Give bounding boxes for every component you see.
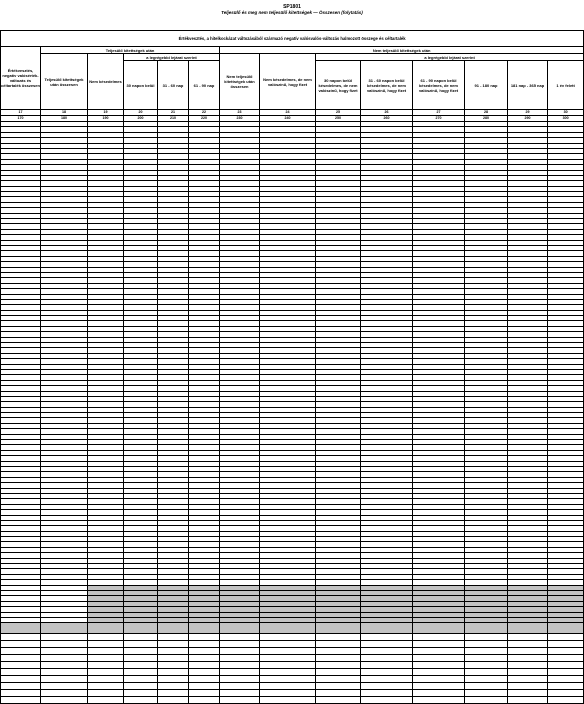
table-row bbox=[1, 676, 584, 683]
table-cell[interactable] bbox=[1, 655, 41, 662]
table-cell[interactable] bbox=[220, 634, 260, 641]
table-cell[interactable] bbox=[1, 697, 41, 704]
table-cell[interactable] bbox=[260, 676, 316, 683]
column-header: 31 - 60 nap bbox=[158, 61, 189, 110]
table-cell[interactable] bbox=[361, 690, 413, 697]
table-cell[interactable] bbox=[465, 655, 508, 662]
column-number: 210 bbox=[158, 116, 189, 122]
table-cell[interactable] bbox=[465, 634, 508, 641]
table-cell[interactable] bbox=[465, 669, 508, 676]
table-cell[interactable] bbox=[41, 648, 88, 655]
column-number: 190 bbox=[88, 116, 124, 122]
table-cell[interactable] bbox=[158, 634, 189, 641]
table-cell[interactable] bbox=[88, 655, 124, 662]
column-number: 19 bbox=[88, 110, 124, 116]
table-row bbox=[1, 623, 584, 634]
table-cell[interactable] bbox=[508, 648, 548, 655]
table-cell[interactable] bbox=[361, 683, 413, 690]
table-cell[interactable] bbox=[124, 634, 158, 641]
table-cell[interactable] bbox=[413, 697, 465, 704]
table-cell[interactable] bbox=[124, 690, 158, 697]
table-cell[interactable] bbox=[88, 683, 124, 690]
table-cell[interactable] bbox=[220, 669, 260, 676]
table-cell[interactable] bbox=[88, 641, 124, 648]
column-number: 27 bbox=[413, 110, 465, 116]
table-cell[interactable] bbox=[465, 683, 508, 690]
table-cell[interactable] bbox=[508, 662, 548, 669]
table-cell[interactable] bbox=[220, 697, 260, 704]
column-header: 31 - 60 napon belül késedelmes, de nem valószínű, hogy fizet bbox=[361, 61, 413, 110]
column-header: 1 év felett bbox=[548, 61, 584, 110]
table-cell[interactable] bbox=[508, 641, 548, 648]
table-cell[interactable] bbox=[316, 662, 361, 669]
table-cell[interactable] bbox=[189, 648, 220, 655]
table-cell[interactable] bbox=[508, 683, 548, 690]
table-cell[interactable] bbox=[548, 634, 584, 641]
table-row bbox=[1, 648, 584, 655]
table-cell[interactable] bbox=[413, 623, 465, 634]
table-cell[interactable] bbox=[260, 648, 316, 655]
table-cell[interactable] bbox=[316, 676, 361, 683]
table-cell[interactable] bbox=[1, 623, 41, 634]
column-header: Teljesülő kitettségek után összesen bbox=[41, 54, 88, 110]
table-cell[interactable] bbox=[508, 634, 548, 641]
table-cell[interactable] bbox=[41, 623, 88, 634]
table-cell[interactable] bbox=[189, 641, 220, 648]
table-cell[interactable] bbox=[189, 623, 220, 634]
table-row bbox=[1, 662, 584, 669]
table-cell[interactable] bbox=[88, 662, 124, 669]
table-cell[interactable] bbox=[316, 690, 361, 697]
table-cell[interactable] bbox=[189, 683, 220, 690]
table-cell[interactable] bbox=[41, 676, 88, 683]
table-cell[interactable] bbox=[465, 623, 508, 634]
table-cell[interactable] bbox=[41, 690, 88, 697]
column-number: 260 bbox=[361, 116, 413, 122]
table-cell[interactable] bbox=[465, 690, 508, 697]
impairment-table bbox=[0, 30, 584, 704]
table-cell[interactable] bbox=[158, 690, 189, 697]
table-cell[interactable] bbox=[41, 697, 88, 704]
table-cell[interactable] bbox=[41, 634, 88, 641]
table-cell[interactable] bbox=[508, 697, 548, 704]
column-number: 21 bbox=[158, 110, 189, 116]
table-cell[interactable] bbox=[260, 655, 316, 662]
table-cell[interactable] bbox=[220, 648, 260, 655]
table-cell[interactable] bbox=[413, 634, 465, 641]
column-number: 24 bbox=[260, 110, 316, 116]
performing-sub-header: a legrégebbi lejárat szerint bbox=[124, 54, 220, 61]
form-code: SP1801 bbox=[283, 4, 301, 10]
table-cell[interactable] bbox=[361, 662, 413, 669]
table-cell[interactable] bbox=[88, 648, 124, 655]
table-cell[interactable] bbox=[316, 623, 361, 634]
table-cell[interactable] bbox=[158, 669, 189, 676]
table-cell[interactable] bbox=[158, 641, 189, 648]
column-header: Nem késedelmes bbox=[88, 54, 124, 110]
table-cell[interactable] bbox=[158, 655, 189, 662]
table-cell[interactable] bbox=[158, 676, 189, 683]
table-cell[interactable] bbox=[124, 623, 158, 634]
column-number: 270 bbox=[413, 116, 465, 122]
table-cell[interactable] bbox=[220, 655, 260, 662]
table-row bbox=[1, 697, 584, 704]
table-cell[interactable] bbox=[189, 655, 220, 662]
table-cell[interactable] bbox=[413, 690, 465, 697]
table-cell[interactable] bbox=[548, 648, 584, 655]
column-header: 61 - 90 napon belül késedelmes, de nem valószínű, hogy fizet bbox=[413, 61, 465, 110]
table-cell[interactable] bbox=[220, 690, 260, 697]
table-cell[interactable] bbox=[41, 662, 88, 669]
table-cell[interactable] bbox=[124, 683, 158, 690]
table-cell[interactable] bbox=[260, 683, 316, 690]
table-cell[interactable] bbox=[508, 655, 548, 662]
table-cell[interactable] bbox=[1, 662, 41, 669]
table-cell[interactable] bbox=[220, 683, 260, 690]
table-cell[interactable] bbox=[413, 641, 465, 648]
table-cell[interactable] bbox=[1, 676, 41, 683]
table-cell[interactable] bbox=[260, 641, 316, 648]
table-cell[interactable] bbox=[220, 662, 260, 669]
table-cell[interactable] bbox=[1, 634, 41, 641]
table-cell[interactable] bbox=[189, 662, 220, 669]
table-cell[interactable] bbox=[548, 669, 584, 676]
column-number: 250 bbox=[316, 116, 361, 122]
table-cell[interactable] bbox=[88, 623, 124, 634]
performing-group-header: Teljesülő kitettségek után bbox=[41, 47, 220, 54]
table-cell[interactable] bbox=[413, 683, 465, 690]
table-cell[interactable] bbox=[548, 676, 584, 683]
column-number: 29 bbox=[508, 110, 548, 116]
table-cell[interactable] bbox=[1, 669, 41, 676]
table-cell[interactable] bbox=[413, 662, 465, 669]
column-header: Nem késedelmes, de nem valószínű, hogy fizet bbox=[260, 54, 316, 110]
column-number: 170 bbox=[1, 116, 41, 122]
table-cell[interactable] bbox=[220, 676, 260, 683]
table-cell[interactable] bbox=[413, 655, 465, 662]
table-cell[interactable] bbox=[260, 697, 316, 704]
table-cell[interactable] bbox=[548, 655, 584, 662]
table-cell[interactable] bbox=[316, 669, 361, 676]
table-cell[interactable] bbox=[158, 623, 189, 634]
table-cell[interactable] bbox=[1, 648, 41, 655]
table-cell[interactable] bbox=[124, 655, 158, 662]
table-cell[interactable] bbox=[465, 676, 508, 683]
table-cell[interactable] bbox=[361, 641, 413, 648]
column-header: 30 napon belül késedelmes, de nem valószínű, hogy fizet bbox=[316, 61, 361, 110]
table-row bbox=[1, 641, 584, 648]
table-cell[interactable] bbox=[158, 697, 189, 704]
table-cell[interactable] bbox=[361, 669, 413, 676]
column-number: 28 bbox=[465, 110, 508, 116]
table-cell[interactable] bbox=[361, 697, 413, 704]
table-cell[interactable] bbox=[41, 669, 88, 676]
table-cell[interactable] bbox=[413, 676, 465, 683]
table-cell[interactable] bbox=[413, 648, 465, 655]
column-number: 22 bbox=[189, 110, 220, 116]
form-title-block bbox=[0, 4, 584, 16]
column-number: 17 bbox=[1, 110, 41, 116]
table-cell[interactable] bbox=[361, 655, 413, 662]
table-cell[interactable] bbox=[88, 676, 124, 683]
table-cell[interactable] bbox=[465, 641, 508, 648]
table-cell[interactable] bbox=[361, 648, 413, 655]
column-number: 20 bbox=[124, 110, 158, 116]
table-main-title: Értékvesztés, a hitelkockázat változásából származó negatív valósvalós-változás halmozott összege és céltartalék bbox=[1, 31, 584, 47]
table-row bbox=[1, 634, 584, 641]
table-row bbox=[1, 683, 584, 690]
column-header: 61 - 90 nap bbox=[189, 61, 220, 110]
table-cell[interactable] bbox=[124, 697, 158, 704]
table-row bbox=[1, 669, 584, 676]
table-cell[interactable] bbox=[316, 641, 361, 648]
table-cell[interactable] bbox=[361, 676, 413, 683]
table-cell[interactable] bbox=[1, 641, 41, 648]
table-cell[interactable] bbox=[361, 634, 413, 641]
table-cell[interactable] bbox=[158, 662, 189, 669]
table-cell[interactable] bbox=[124, 648, 158, 655]
table-cell[interactable] bbox=[548, 697, 584, 704]
column-number: 26 bbox=[361, 110, 413, 116]
table-cell[interactable] bbox=[41, 641, 88, 648]
table-cell[interactable] bbox=[465, 648, 508, 655]
table-cell[interactable] bbox=[508, 623, 548, 634]
table-cell[interactable] bbox=[158, 683, 189, 690]
table-cell[interactable] bbox=[220, 641, 260, 648]
column-number: 18 bbox=[41, 110, 88, 116]
table-cell[interactable] bbox=[413, 669, 465, 676]
column-number: 220 bbox=[189, 116, 220, 122]
table-cell[interactable] bbox=[189, 690, 220, 697]
table-cell[interactable] bbox=[220, 623, 260, 634]
column-header: 30 napon belül bbox=[124, 61, 158, 110]
column-number: 280 bbox=[465, 116, 508, 122]
table-cell[interactable] bbox=[260, 623, 316, 634]
table-cell[interactable] bbox=[41, 655, 88, 662]
column-header: 181 nap - 365 nap bbox=[508, 61, 548, 110]
table-cell[interactable] bbox=[316, 655, 361, 662]
table-cell[interactable] bbox=[465, 662, 508, 669]
column-number: 23 bbox=[220, 110, 260, 116]
table-cell[interactable] bbox=[88, 669, 124, 676]
column-number: 200 bbox=[124, 116, 158, 122]
table-cell[interactable] bbox=[548, 623, 584, 634]
table-cell[interactable] bbox=[124, 641, 158, 648]
column-number: 290 bbox=[508, 116, 548, 122]
table-cell[interactable] bbox=[316, 697, 361, 704]
table-row bbox=[1, 655, 584, 662]
column-number: 30 bbox=[548, 110, 584, 116]
table-cell[interactable] bbox=[548, 690, 584, 697]
table-cell[interactable] bbox=[548, 683, 584, 690]
column-header: 91 - 180 nap bbox=[465, 61, 508, 110]
table-cell[interactable] bbox=[260, 669, 316, 676]
table-cell[interactable] bbox=[316, 648, 361, 655]
table-cell[interactable] bbox=[41, 683, 88, 690]
column-number: 25 bbox=[316, 110, 361, 116]
column-number: 240 bbox=[260, 116, 316, 122]
table-cell[interactable] bbox=[1, 683, 41, 690]
table-cell[interactable] bbox=[260, 634, 316, 641]
column-number: 230 bbox=[220, 116, 260, 122]
table-cell[interactable] bbox=[548, 641, 584, 648]
table-cell[interactable] bbox=[124, 662, 158, 669]
table-cell[interactable] bbox=[189, 669, 220, 676]
column-number: 300 bbox=[548, 116, 584, 122]
table-cell[interactable] bbox=[189, 676, 220, 683]
table-cell[interactable] bbox=[465, 697, 508, 704]
nonperforming-sub-header: a legrégebbi lejárat szerint bbox=[316, 54, 584, 61]
column-number: 180 bbox=[41, 116, 88, 122]
left-total-header: Értékvesztés, negatív valósérték-változás és céltartalék összesen bbox=[1, 47, 41, 110]
table-cell[interactable] bbox=[124, 669, 158, 676]
column-header: Nem teljesülő kitettségek után összesen bbox=[220, 54, 260, 110]
nonperforming-group-header: Nem teljesülő kitettségek után bbox=[220, 47, 584, 54]
table-cell[interactable] bbox=[316, 634, 361, 641]
table-cell[interactable] bbox=[508, 669, 548, 676]
table-cell[interactable] bbox=[508, 690, 548, 697]
table-cell[interactable] bbox=[361, 623, 413, 634]
table-cell[interactable] bbox=[189, 634, 220, 641]
table-cell[interactable] bbox=[260, 662, 316, 669]
table-cell[interactable] bbox=[158, 648, 189, 655]
table-cell[interactable] bbox=[260, 690, 316, 697]
table-cell[interactable] bbox=[88, 634, 124, 641]
table-row bbox=[1, 690, 584, 697]
table-cell[interactable] bbox=[508, 676, 548, 683]
table-cell[interactable] bbox=[548, 662, 584, 669]
table-cell[interactable] bbox=[316, 683, 361, 690]
table-cell[interactable] bbox=[88, 697, 124, 704]
table-cell[interactable] bbox=[1, 690, 41, 697]
form-subtitle: Teljesülő és meg nem teljesülő kitettségek — Összesen (folytatás) bbox=[221, 10, 363, 15]
table-cell[interactable] bbox=[124, 676, 158, 683]
table-cell[interactable] bbox=[88, 690, 124, 697]
table-cell[interactable] bbox=[189, 697, 220, 704]
